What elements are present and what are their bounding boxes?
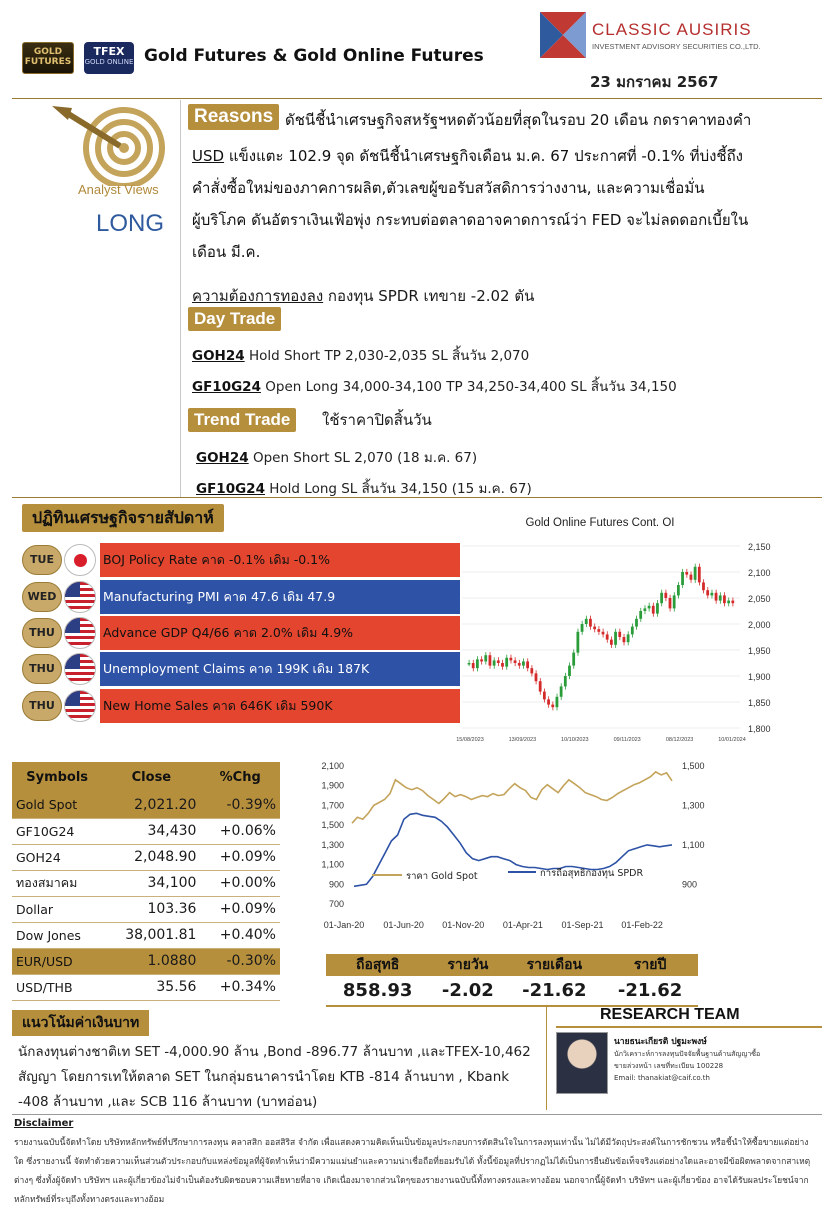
x-tick-label: 01-Feb-22 (621, 920, 663, 930)
event-bar: New Home Sales คาด 646K เดิม 590K (100, 689, 460, 723)
candle (530, 668, 533, 673)
x-tick-label: 15/08/2023 (456, 737, 484, 743)
candle (589, 619, 592, 627)
analyst-title: นักวิเคราะห์การลงทุนปัจจัยพื้นฐานด้านสัญญาซื้อ (614, 1050, 761, 1058)
y-right-tick-label: 900 (682, 879, 698, 890)
tfex-logo (84, 42, 134, 74)
tfex-logo-text: TFEX (93, 45, 125, 58)
symbol-cell: Gold Spot (12, 792, 102, 818)
holding-value: 858.93 (326, 976, 429, 1006)
divider (12, 98, 822, 99)
candle (694, 567, 697, 580)
close-cell: 38,001.81 (102, 922, 200, 948)
gold-futures-logo (22, 42, 74, 74)
candle (702, 582, 705, 590)
day-trade-item (192, 375, 677, 397)
analyst-info (614, 1036, 760, 1084)
us-flag-icon (64, 617, 96, 649)
report-date: 23 มกราคม 2567 (590, 73, 719, 91)
research-team-title: RESEARCH TEAM (600, 1006, 740, 1023)
candle (547, 699, 550, 704)
trend-trade-item (196, 477, 532, 499)
y-left-tick-label: 1,100 (321, 859, 344, 870)
candle (539, 681, 542, 691)
day-badge: THU (22, 654, 62, 684)
candle (727, 601, 730, 604)
close-cell: 35.56 (102, 974, 200, 1000)
candle (710, 593, 713, 596)
y-left-tick-label: 1,900 (321, 780, 344, 791)
candle (572, 653, 575, 666)
day-badge: THU (22, 691, 62, 721)
y-left-tick-label: 700 (328, 899, 344, 909)
table-row (12, 792, 280, 818)
candle (593, 627, 596, 630)
close-cell: 2,048.90 (102, 844, 200, 870)
trend-trade-item (196, 446, 477, 468)
x-tick-label: 01-Jan-20 (323, 920, 365, 930)
column-header: Close (102, 762, 200, 792)
candle (623, 637, 626, 642)
x-tick-label: 09/11/2023 (613, 737, 641, 743)
close-cell: 103.36 (102, 896, 200, 922)
symbol-cell: ทองสมาคม (12, 870, 102, 896)
candle (535, 673, 538, 681)
table-row (12, 948, 280, 974)
candle (489, 655, 492, 665)
symbol-cell: Dow Jones (12, 922, 102, 948)
holding-value: -21.62 (506, 976, 602, 1006)
y-tick-label: 2,000 (748, 620, 771, 630)
day-trade-pill: Day Trade (188, 307, 281, 331)
table-row (12, 896, 280, 922)
close-cell: 1.0880 (102, 948, 200, 974)
candle (560, 686, 563, 696)
y-left-tick-label: 1,300 (321, 839, 344, 850)
calendar-row (22, 580, 462, 614)
candle (656, 603, 659, 613)
change-cell: +0.34% (200, 974, 280, 1000)
candle (627, 634, 630, 642)
candle (497, 660, 500, 663)
candle (509, 658, 512, 661)
candle (652, 606, 655, 614)
fund-flow-text: นักลงทุนต่างชาติเท SET -4,000.90 ล้าน ,Bond -896.77 ล้านบาท ,และTFEX-10,462 สัญญา โดยการเทให้ตลาด SET ในกลุ่มธนาคารนำโดย KTB -814 ล้านบาท , Kbank -408 ล้านบาท ,และ SCB 116 ล้านบาท (บาทอ่อน) (18, 1044, 531, 1110)
close-cell: 2,021.20 (102, 792, 200, 818)
gold-spot-spdr-chart (300, 752, 724, 934)
candle (476, 659, 479, 668)
candle (556, 697, 559, 707)
column-header: รายเดือน (506, 954, 602, 976)
x-tick-label: 13/09/2023 (508, 737, 537, 743)
japan-flag-icon (64, 544, 96, 576)
candle (685, 572, 688, 575)
candle (493, 660, 496, 665)
column-header: รายวัน (429, 954, 506, 976)
candle (501, 663, 504, 667)
symbol-cell: EUR/USD (12, 948, 102, 974)
demand-text: กองทุน SPDR เทขาย -2.02 ตัน (323, 287, 535, 305)
x-tick-label: 01-Jun-20 (383, 920, 424, 930)
x-tick-label: 10/10/2023 (561, 737, 589, 743)
us-flag-icon (64, 581, 96, 613)
candle (635, 619, 638, 627)
candle (673, 595, 676, 608)
divider (12, 1114, 822, 1115)
candle (606, 634, 609, 639)
disclaimer-title: Disclaimer (14, 1118, 74, 1129)
table-row (12, 922, 280, 948)
table-row (12, 844, 280, 870)
trend-trade-pill: Trend Trade (188, 408, 296, 432)
trend-note: ใช้ราคาปิดสิ้นวัน (322, 411, 432, 429)
candle (614, 632, 617, 645)
candle (715, 593, 718, 601)
event-bar: Advance GDP Q4/66 คาด 2.0% เดิม 4.9% (100, 616, 460, 650)
demand-note (192, 284, 534, 308)
fund-flow-title: แนวโน้มค่าเงินบาท (12, 1010, 149, 1036)
change-cell: +0.09% (200, 896, 280, 922)
symbol-cell: GF10G24 (12, 818, 102, 844)
y-tick-label: 1,950 (748, 646, 771, 656)
trade-text: Open Short SL 2,070 (18 ม.ค. 67) (248, 450, 478, 466)
close-cell: 34,430 (102, 818, 200, 844)
candle (618, 632, 621, 637)
trade-text: Hold Short TP 2,030-2,035 SL สิ้นวัน 2,070 (244, 348, 530, 364)
y-right-tick-label: 1,100 (682, 839, 705, 850)
table-row (12, 974, 280, 1000)
change-cell: +0.09% (200, 844, 280, 870)
chart-title: Gold Online Futures Cont. OI (525, 517, 675, 529)
spdr-holdings-table (326, 954, 698, 1007)
x-tick-label: 10/01/2024 (718, 737, 746, 743)
reasons-body (192, 140, 822, 268)
candle (648, 606, 651, 609)
column-header: รายปี (602, 954, 698, 976)
series-line (352, 772, 672, 823)
day-badge: THU (22, 618, 62, 648)
y-tick-label: 2,100 (748, 568, 771, 578)
trade-text: Open Long 34,000-34,100 TP 34,250-34,400 SL สิ้นวัน 34,150 (260, 379, 677, 395)
change-cell: -0.39% (200, 792, 280, 818)
calendar-row (22, 616, 462, 650)
candle (568, 666, 571, 676)
close-cell: 34,100 (102, 870, 200, 896)
holding-value: -2.02 (429, 976, 506, 1006)
y-left-tick-label: 1,700 (321, 800, 344, 811)
y-left-tick-label: 1,500 (321, 820, 344, 831)
x-tick-label: 01-Nov-20 (442, 920, 485, 930)
divider (546, 1006, 547, 1110)
candle (581, 624, 584, 632)
trade-symbol: GF10G24 (196, 481, 265, 497)
change-cell: +0.40% (200, 922, 280, 948)
stance-label: LONG (96, 210, 165, 237)
us-flag-icon (64, 690, 96, 722)
candle (643, 608, 646, 611)
calendar-title: ปฏิทินเศรษฐกิจรายสัปดาห์ (22, 504, 224, 532)
y-left-tick-label: 900 (328, 879, 344, 890)
y-tick-label: 1,850 (748, 698, 771, 708)
trade-symbol: GOH24 (196, 450, 249, 466)
candle (731, 601, 734, 604)
calendar-row (22, 652, 462, 686)
analyst-views-label: Analyst Views (78, 182, 159, 197)
change-cell: +0.06% (200, 818, 280, 844)
y-tick-label: 2,050 (748, 594, 771, 604)
candle (551, 705, 554, 708)
gold-logo-text: GOLD FUTURES (24, 47, 72, 67)
y-right-tick-label: 1,300 (682, 800, 705, 811)
candle (522, 661, 525, 665)
event-bar: BOJ Policy Rate คาด -0.1% เดิม -0.1% (100, 543, 460, 577)
event-bar: Manufacturing PMI คาด 47.6 เดิม 47.9 (100, 580, 460, 614)
y-tick-label: 1,900 (748, 672, 771, 682)
table-header-row (12, 762, 280, 792)
demand-label: ความต้องการทองลง (192, 287, 324, 305)
candle (660, 593, 663, 603)
reasons-pill: Reasons (188, 104, 279, 130)
reasons-line: เดือน มี.ค. (192, 243, 261, 261)
candle (723, 595, 726, 603)
candle (602, 632, 605, 635)
day-badge: WED (22, 582, 62, 612)
candle (698, 567, 701, 583)
table-header-row (326, 954, 698, 976)
column-header: %Chg (200, 762, 280, 792)
y-tick-label: 1,800 (748, 724, 771, 734)
divider (12, 497, 822, 498)
candle (564, 676, 567, 686)
y-tick-label: 2,150 (748, 542, 771, 552)
column-header: Symbols (12, 762, 102, 792)
candle (631, 627, 634, 635)
candle (669, 598, 672, 608)
symbols-table (12, 762, 280, 1001)
table-row (12, 818, 280, 844)
candle (514, 660, 517, 663)
gold-online-oi-chart (450, 506, 822, 746)
candle (719, 595, 722, 600)
candle (576, 632, 579, 653)
reasons-line (192, 140, 822, 172)
day-trade-item (192, 344, 529, 366)
disclaimer-text: รายงานฉบับนี้จัดทำโดย บริษัทหลักทรัพย์ที่ปรึกษาการลงทุน คลาสสิก ออสสิริส จำกัด เพื่อแสดงความคิดเห็นเป็นข้อมูลประกอบการตัดสินใจในการลงทุนเท่านั้น ไม่ได้มีวัตถุประสงค์ในการชักชวน หรือชี้นำให้ซื้อขายแต่อย่างใด ซึ่งรายงานนี้ จัดทำด้วยความเห็นส่วนตัวประกอบกับแหล่งข้อมูลที่ผู้จัดทำเห็นว่ามีความแม่นยำและความน่าเชื่อถือที่ยอมรับได้ ทั้งนี้ข้อมูลที่ปรากฏไม่ได้เป็นการยืนยันข้อเท็จจริงแต่อย่างใดและอาจมีข้อผิดพลาดจากสาเหตุต่างๆ ซึ่งทั้งผู้จัดทำ บริษัทฯ และผู้เกี่ยวข้องไม่จำเป็นต้องรับผิดชอบความเสียหายที่อาจ เกิดเนื่องมาจากส่วนใดๆของรายงานฉบับนี้ทั้งทางตรงและทางอ้อม นอกจากนี้ผู้จัดทำ บริษัทฯ และผู้เกี่ยวข้อง อาจได้รับผลประโยชน์จากหลักทรัพย์ที่ระบุถึงทั้งทางตรงและทางอ้อม (14, 1138, 811, 1205)
change-cell: +0.00% (200, 870, 280, 896)
analyst-license: ขายล่วงหน้า เลขที่ทะเบียน 100228 (614, 1062, 724, 1070)
y-left-tick-label: 2,100 (321, 761, 344, 771)
x-tick-label: 01-Apr-21 (502, 920, 543, 930)
symbol-cell: GOH24 (12, 844, 102, 870)
table-row (12, 870, 280, 896)
y-right-tick-label: 1,500 (682, 761, 705, 771)
candle (706, 590, 709, 595)
legend-label: การถือสุทธิกองทุน SPDR (540, 868, 644, 879)
reasons-line-text: แข็งแตะ 102.9 จุด ดัชนีชี้นำเศรษฐกิจเดือน ม.ค. 67 ประกาศที่ -0.1% ที่บ่งชี้ถึง (224, 147, 743, 165)
x-tick-label: 08/12/2023 (665, 737, 694, 743)
column-header: ถือสุทธิ (326, 954, 429, 976)
analyst-name: นายธนะเกียรติ ปฐมะพงษ์ (614, 1037, 707, 1047)
brand-mark-icon (540, 12, 586, 58)
holding-value: -21.62 (602, 976, 698, 1006)
candle (677, 585, 680, 595)
usd-word: USD (192, 147, 225, 165)
reasons-line: คำสั่งซื้อใหม่ของภาคการผลิต,ตัวเลขผู้ขอรับสวัสดิการว่างงาน, และความเชื่อมั่น (192, 179, 705, 197)
symbol-cell: USD/THB (12, 974, 102, 1000)
calendar-row (22, 543, 462, 577)
brand-name: CLASSIC AUSIRIS (592, 20, 752, 39)
page-title: Gold Futures & Gold Online Futures (144, 46, 484, 66)
divider (180, 100, 181, 498)
trade-symbol: GF10G24 (192, 379, 261, 395)
candle (597, 629, 600, 632)
candle (468, 663, 471, 665)
avatar (556, 1032, 608, 1094)
target-arrow-icon (52, 106, 166, 186)
trade-text: Hold Long SL สิ้นวัน 34,150 (15 ม.ค. 67) (264, 481, 532, 497)
tfex-logo-sub: GOLD ONLINE (84, 58, 134, 67)
candle (639, 611, 642, 619)
trade-symbol: GOH24 (192, 348, 245, 364)
analyst-email: Email: thanakiat@caif.co.th (614, 1074, 710, 1082)
candle (472, 663, 475, 668)
change-cell: -0.30% (200, 948, 280, 974)
candle (585, 619, 588, 624)
brand-subtitle: INVESTMENT ADVISORY SECURITIES CO.,LTD. (592, 42, 761, 51)
calendar-row (22, 689, 462, 723)
x-tick-label: 01-Sep-21 (561, 920, 604, 930)
candle (610, 640, 613, 645)
candle (681, 572, 684, 585)
event-bar: Unemployment Claims คาด 199K เดิม 187K (100, 652, 460, 686)
candle (526, 661, 529, 668)
divider (556, 1026, 822, 1028)
candle (480, 659, 483, 661)
candle (664, 593, 667, 598)
candle (518, 663, 521, 666)
candle (484, 655, 487, 661)
candle (690, 575, 693, 580)
us-flag-icon (64, 653, 96, 685)
reasons-line: ดัชนีชี้นำเศรษฐกิจสหรัฐฯหดตัวน้อยที่สุดในรอบ 20 เดือน กดราคาทองคำ (285, 111, 752, 129)
candle (543, 692, 546, 700)
table-row (326, 976, 698, 1006)
day-badge: TUE (22, 545, 62, 575)
symbol-cell: Dollar (12, 896, 102, 922)
candle (505, 658, 508, 667)
legend-label: ราคา Gold Spot (406, 871, 478, 882)
reasons-line: ผู้บริโภค ดันอัตราเงินเฟ้อพุ่ง กระทบต่อตลาดอาจคาดการณ์ว่า FED จะไม่ลดดอกเบี้ยใน (192, 211, 749, 229)
